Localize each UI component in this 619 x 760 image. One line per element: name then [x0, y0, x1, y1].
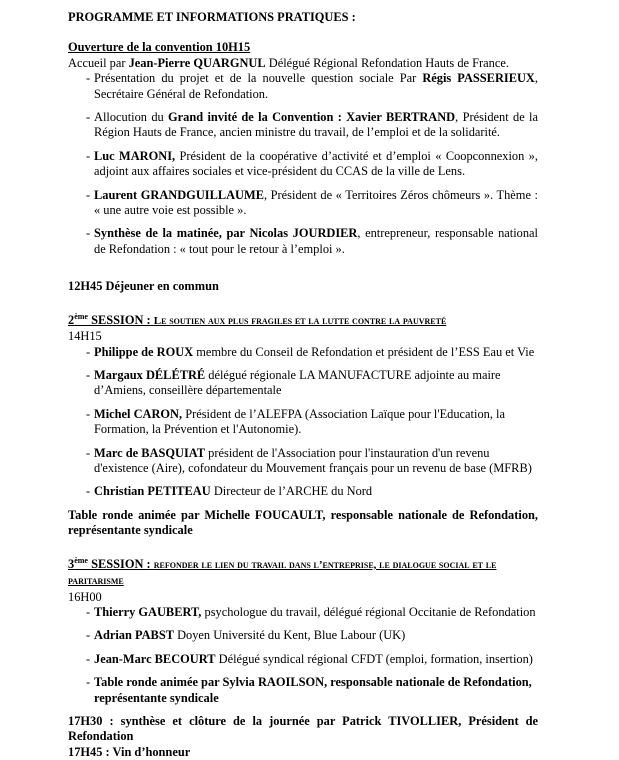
session2-heading: 2ème SESSION : Le soutien aux plus fragiles et la lutte contre la pauvreté	[68, 311, 447, 327]
list-item: - Synthèse de la matinée, par Nicolas JOURDIER, entrepreneur, responsable national de Refondation : « tout pour le retour à l’emploi ».	[86, 226, 538, 256]
welcome-rest: Délégué Régional Refondation Hauts de France.	[268, 55, 509, 70]
list-item: - Thierry GAUBERT, psychologue du travail, délégué régional Occitanie de Refondation	[86, 605, 536, 620]
opening-welcome	[68, 56, 538, 71]
session3-heading: 3ème SESSION : refonder le lien du travail dans l’entreprise, le dialogue social et le paritarisme	[68, 555, 497, 588]
session2-list	[68, 345, 538, 500]
list-item: - Jean-Marc BECOURT Délégué syndical régional CFDT (emploi, formation, insertion)	[86, 651, 533, 666]
welcome-name: Jean-Pierre QUARGNUL	[128, 55, 266, 70]
list-item: - Michel CARON, Président de l’ALEFPA (Association Laïque pour l'Education, la Formation, la Prévention et l'Autonomie).	[86, 406, 505, 437]
list-item: - Christian PETITEAU Directeur de l’ARCHE du Nord	[86, 484, 373, 499]
list-item: - Présentation du projet et de la nouvelle question sociale Par Régis PASSERIEUX, Secrétaire Général de Refondation.	[86, 71, 538, 101]
list-item: - Laurent GRANDGUILLAUME, Président de « Territoires Zéros chômeurs ». Thème : « une autre voie est possible ».	[86, 187, 538, 218]
session2-time: 14H15	[68, 329, 102, 344]
closing-line: 17H30 : synthèse et clôture de la journée par Patrick TIVOLLIER, Président de Refondation	[68, 714, 538, 744]
welcome-prefix: Accueil par	[68, 55, 126, 70]
list-item: - Marc de BASQUIAT président de l'Association pour l'instauration d'un revenu d'existence (Aire), cofondateur du Mouvement français pour un revenu de base (MFRB)	[86, 445, 532, 476]
opening-list	[68, 71, 538, 257]
session3-time: 16H00	[68, 589, 102, 604]
list-item: - Adrian PABST Doyen Université du Kent, Blue Labour (UK)	[86, 628, 406, 643]
program-document	[68, 10, 538, 760]
lunch-line: 12H45 Déjeuner en commun	[68, 279, 219, 294]
list-item: - Allocution du Grand invité de la Convention : Xavier BERTRAND, Président de la Région Hauts de France, ancien ministre du travail, de l’emploi et de la solidarité.	[86, 110, 538, 140]
list-item: - Luc MARONI, Président de la coopérative d’activité et d’emploi « Coopconnexion », adjoint aux affaires sociales et vice-président du CCAS de la ville de Lens.	[86, 148, 538, 179]
page-title: PROGRAMME ET INFORMATIONS PRATIQUES :	[68, 10, 356, 24]
list-item: - Margaux DÉLÉTRÉ délégué régionale LA MANUFACTURE adjointe au maire d’Amiens, conseillère départementale	[86, 368, 501, 398]
list-item: - Table ronde animée par Sylvia RAOILSON, responsable nationale de Refondation, représentante syndicale	[86, 675, 532, 705]
session3-list	[68, 605, 538, 706]
reception-line: 17H45 : Vin d’honneur	[68, 744, 191, 759]
list-item: - Philippe de ROUX membre du Conseil de Refondation et président de l’ESS Eau et Vie	[86, 344, 535, 359]
session2-roundtable: Table ronde animée par Michelle FOUCAULT, responsable nationale de Refondation, représentante syndicale	[68, 507, 538, 538]
opening-heading: Ouverture de la convention 10H15	[68, 40, 251, 55]
